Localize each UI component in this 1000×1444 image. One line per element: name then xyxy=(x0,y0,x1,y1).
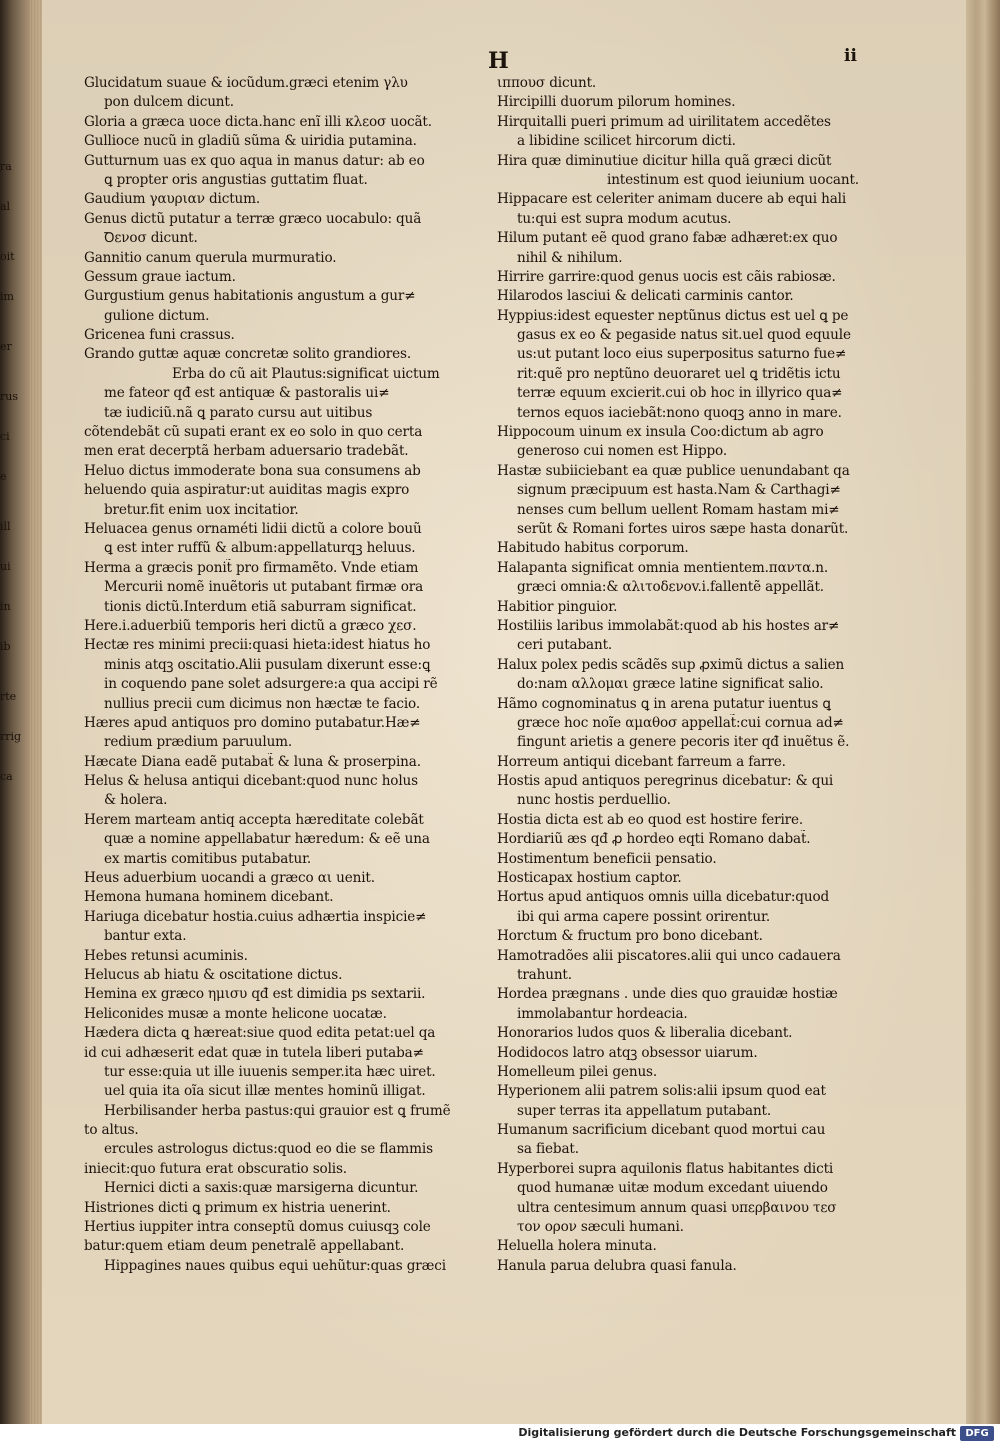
text-line: & holera. xyxy=(104,792,168,809)
text-line: cõtendebãt cũ supati erant ex eo solo in quo certa xyxy=(84,424,423,441)
text-line: Grando guttæ aquæ concretæ solito grandiores. xyxy=(84,346,412,363)
text-line: Hertius iuppiter intra conseptũ domus cuiusqꝫ cole xyxy=(84,1219,431,1236)
text-line: Herma a græcis ponit̃ pro firmamẽto. Vnde etiam xyxy=(84,559,419,576)
text-line: Hircipilli duorum pilorum homines. xyxy=(497,94,736,111)
text-line: Gaudium γαυριαν dictum. xyxy=(84,191,261,208)
text-line: Heluo dictus immoderate bona sua consumens ab xyxy=(84,462,421,479)
text-line: tionis dictũ.Interdum etiã saburram significat. xyxy=(104,598,417,615)
text-line: do:nam αλλομαι græce latine significat salio. xyxy=(517,676,824,693)
text-line: Hodidocos latro atqꝫ obsessor uiarum. xyxy=(497,1044,758,1061)
text-line: Heluella holera minuta. xyxy=(497,1238,657,1255)
book-page xyxy=(42,0,966,1424)
text-line: rit:quẽ pro neptũno deuoraret uel ꝗ tridẽtis ictu xyxy=(517,365,841,382)
text-line: Halapanta significat omnia mentientem.παντα.n. xyxy=(497,559,829,576)
text-line: serũt & Romani fortes uiros sæpe hasta donarũt. xyxy=(517,520,849,537)
text-line: Herem marteam antiq accepta hæreditate colebãt xyxy=(84,811,424,828)
dfg-logo: DFG xyxy=(960,1426,994,1441)
text-line: ꝗ est inter ruffũ & album:appellaturqꝫ heluus. xyxy=(104,540,416,557)
right-text-column xyxy=(497,74,909,1276)
page-edge xyxy=(30,0,42,1444)
text-line: fingunt arietis a genere pecoris iter qđ inuẽtus ẽ. xyxy=(517,734,850,751)
text-line: batur:quem etiam deum penetralẽ appellabant. xyxy=(84,1238,405,1255)
text-line: Hædera dicta ꝗ hæreat:siue quod edita petat:uel qa xyxy=(84,1025,436,1042)
text-line: Hæres apud antiquos pro domino putabatur.Hæ≠ xyxy=(84,714,421,731)
text-line: trahunt. xyxy=(517,966,572,983)
text-line: Horreum antiqui dicebant farreum a farre. xyxy=(497,753,786,770)
text-line: Hernici dicti a saxis:quæ marsigerna dicuntur. xyxy=(104,1180,419,1197)
text-line: ternos equos iaciebãt:nono quoqꝫ anno in mare. xyxy=(517,404,842,421)
text-line: Herbilisander herba pastus:qui grauior est ꝗ frumẽ xyxy=(104,1102,451,1119)
margin-fragment: oit xyxy=(0,250,15,263)
text-line: græci omnia:& αλιτοδενοv.i.fallentẽ appellãt. xyxy=(517,579,824,596)
right-page-edges xyxy=(966,0,1000,1444)
page-header xyxy=(42,46,966,76)
text-line: Hilum putant eẽ quod grano fabæ adhæret:ex quo xyxy=(497,230,838,247)
text-line: generoso cui nomen est Hippo. xyxy=(517,443,728,460)
margin-fragment: rus xyxy=(0,390,18,403)
text-line: ceri putabant. xyxy=(517,637,613,654)
text-line: Hordea prægnans . unde dies quo grauidæ hostiæ xyxy=(497,986,838,1003)
text-line: signum præcipuum est hasta.Nam & Carthagi≠ xyxy=(517,482,841,499)
text-line: Gloria a græca uoce dicta.hanc enĩ illi κλεοσ uocãt. xyxy=(84,113,432,130)
text-line: pon dulcem dicunt. xyxy=(104,94,234,111)
text-line: to altus. xyxy=(84,1122,139,1139)
text-line: Heliconides musæ a monte helicone uocatæ. xyxy=(84,1005,387,1022)
text-line: bretur.fit enim uox incitatior. xyxy=(104,501,299,518)
text-line: me fateor qđ est antiquæ & pastoralis ui≠ xyxy=(104,385,390,402)
text-line: Hostiliis laribus immolabãt:quod ab his hostes ar≠ xyxy=(497,617,840,634)
text-line: Gessum graue iactum. xyxy=(84,268,236,285)
margin-fragment: rte xyxy=(0,690,17,703)
text-line: Hebes retunsi acuminis. xyxy=(84,947,248,964)
text-line: iniecit:quo futura erat obscuratio solis. xyxy=(84,1160,347,1177)
text-line: Hyppius:idest equester neptũnus dictus est uel ꝗ pe xyxy=(497,307,849,324)
text-line: Habitudo habitus corporum. xyxy=(497,540,689,557)
margin-fragment: ib xyxy=(0,640,11,653)
text-line: Hariuga dicebatur hostia.cuius adhærtia inspicie≠ xyxy=(84,908,427,925)
text-line: græce hoc noĩe αμαθοσ appellat̃:cui cornua ad≠ xyxy=(517,714,844,731)
text-line: Hostis apud antiquos peregrinus dicebatur: & qui xyxy=(497,773,834,790)
text-line: redium prædium paruulum. xyxy=(104,734,293,751)
text-line: Hamotradões alii piscatores.alii qui unco cadauera xyxy=(497,947,841,964)
text-line: nihil & nihilum. xyxy=(517,249,623,266)
text-line: nullius precii cum dicimus non hæctæ te facio. xyxy=(104,695,421,712)
text-line: Mercurii nomẽ inuẽtoris ut putabant firmæ ora xyxy=(104,579,424,596)
text-line: τον ορον sæculi humani. xyxy=(517,1219,684,1236)
margin-fragment: ill xyxy=(0,520,11,533)
text-line: Hyperborei supra aquilonis flatus habitantes dicti xyxy=(497,1160,834,1177)
footer-bar xyxy=(0,1424,1000,1444)
text-line: terræ equum excierit.cui ob hoc in illyrico qua≠ xyxy=(517,385,843,402)
text-line: nunc hostis perduellio. xyxy=(517,792,671,809)
text-line: uel quia ita oĩa sicut illæ mentes hominũ illigat. xyxy=(104,1083,426,1100)
text-line: intestinum est quod ieiunium uocant. xyxy=(607,171,859,188)
text-line: gasus ex eo & pegaside natus sit.uel quod equule xyxy=(517,327,851,344)
text-line: Hostia dicta est ab eo quod est hostire ferire. xyxy=(497,811,804,828)
text-line: a libidine scilicet hircorum dicti. xyxy=(517,133,736,150)
folio-number: ii xyxy=(844,46,857,66)
text-line: in coquendo pane solet adsurgere:a qua accipi rẽ xyxy=(104,676,438,693)
text-line: Hostimentum beneficii pensatio. xyxy=(497,850,717,867)
text-line: Gullioce nucũ in gladiũ sũma & uiridia putamina. xyxy=(84,133,417,150)
text-line: tu:qui est supra modum acutus. xyxy=(517,210,732,227)
text-line: sa fiebat. xyxy=(517,1141,579,1158)
text-line: men erat decerptã herbam aduersario tradebãt. xyxy=(84,443,409,460)
text-line: Horctum & fructum pro bono dicebant. xyxy=(497,928,763,945)
text-line: Hãmo cognominatus ꝗ in arena putatur iuentus ꝗ xyxy=(497,695,831,712)
margin-fragment: er xyxy=(0,340,12,353)
text-line: ultra centesimum annum quasi υπερβαινου τεσ xyxy=(517,1199,837,1216)
text-line: quæ a nomine appellabatur hæredum: & eẽ una xyxy=(104,831,430,848)
text-line: bantur exta. xyxy=(104,928,187,945)
text-line: tæ iudiciũ.nã ꝗ parato cursu aut uitibus xyxy=(104,404,373,421)
text-line: Honorarios ludos quos & liberalia dicebant. xyxy=(497,1025,793,1042)
text-line: Genus dictũ putatur a terræ græco uocabulo: quã xyxy=(84,210,422,227)
text-line: ibi qui arma capere possint orirentur. xyxy=(517,908,770,925)
text-line: Erba do cũ ait Plautus:significat uictum xyxy=(172,365,440,382)
text-line: Hira quæ diminutiue dicitur hilla quã græci dicũt xyxy=(497,152,832,169)
text-line: Hosticapax hostium captor. xyxy=(497,870,682,887)
text-line: ιππουσ dicunt. xyxy=(497,75,597,91)
text-line: quod humanæ uitæ modum excedant uiuendo xyxy=(517,1180,828,1197)
text-line: Hanula parua delubra quasi fanula. xyxy=(497,1257,737,1274)
text-line: nenses cum bellum uellent Romam hastam mi≠ xyxy=(517,501,840,518)
text-line: Ꝺενοσ dicunt. xyxy=(104,230,198,247)
text-line: heluendo quia aspiratur:ut auiditas magis expro xyxy=(84,482,410,499)
text-line: Homelleum pilei genus. xyxy=(497,1063,658,1080)
text-line: Hastæ subiiciebant ea quæ publice uenundabant qa xyxy=(497,462,850,479)
text-line: Gutturnum uas ex quo aqua in manus datur: ab eo xyxy=(84,152,425,169)
text-line: Gricenea funi crassus. xyxy=(84,327,235,344)
margin-fragment: im xyxy=(0,290,14,303)
text-line: Hordiariũ æs qđ ꝓ hordeo eqti Romano dabat̃. xyxy=(497,831,811,848)
text-line: Hirquitalli pueri primum ad uirilitatem accedẽtes xyxy=(497,113,831,130)
text-line: Hemina ex græco ημισυ qđ est dimidia ps sextarii. xyxy=(84,986,426,1003)
text-line: Hortus apud antiquos omnis uilla dicebatur:quod xyxy=(497,889,830,906)
text-line: id cui adhæserit edat quæ in tutela liberi putaba≠ xyxy=(84,1044,424,1061)
text-line: super terras ita appellatum putabant. xyxy=(517,1102,772,1119)
text-line: Heluacea genus ornaméti lidii dictũ a colore bouũ xyxy=(84,520,422,537)
text-line: minis atqꝫ oscitatio.Alii pusulam dixerunt esse:ꝗ xyxy=(104,656,431,673)
margin-fragment: al xyxy=(0,200,11,213)
margin-fragment: rrig xyxy=(0,730,22,743)
margin-fragment: ra xyxy=(0,160,12,173)
text-line: Habitior pinguior. xyxy=(497,598,618,615)
text-line: Hectæ res minimi precii:quasi hieta:idest hiatus ho xyxy=(84,637,431,654)
text-line: ercules astrologus dictus:quod eo die se flammis xyxy=(104,1141,433,1158)
text-line: Hirrire garrire:quod genus uocis est cãis rabiosæ. xyxy=(497,268,836,285)
section-letter: H xyxy=(488,48,509,74)
text-line: gulione dictum. xyxy=(104,307,210,324)
digitization-credit: Digitalisierung gefördert durch die Deutsche Forschungsgemeinschaft xyxy=(518,1426,956,1439)
text-line: Here.i.aduerbiũ temporis heri dictũ a græco χεσ. xyxy=(84,617,417,634)
text-line: Helucus ab hiatu & oscitatione dictus. xyxy=(84,966,343,983)
text-line: Histriones dicti ꝗ primum ex histria uenerint. xyxy=(84,1199,391,1216)
left-text-column xyxy=(84,74,488,1276)
text-line: Gannitio canum querula murmuratio. xyxy=(84,249,337,266)
text-line: Hyperionem alii patrem solis:alii ipsum quod eat xyxy=(497,1083,826,1100)
margin-fragment: ca xyxy=(0,770,13,783)
text-line: Helus & helusa antiqui dicebant:quod nunc holus xyxy=(84,773,418,790)
text-line: tur esse:quia ut ille iuuenis semper.ita hæc uiret. xyxy=(104,1063,436,1080)
text-line: Hippocoum uinum ex insula Coo:dictum ab agro xyxy=(497,424,824,441)
text-line: Hippagines naues quibus equi uehũtur:quas græci xyxy=(104,1257,446,1274)
margin-fragment: ci xyxy=(0,430,10,443)
text-line: Hemona humana hominem dicebant. xyxy=(84,889,334,906)
margin-fragment: in xyxy=(0,600,11,613)
text-line: Hippacare est celeriter animam ducere ab equi hali xyxy=(497,191,847,208)
text-line: Hilarodos lasciui & delicati carminis cantor. xyxy=(497,288,794,305)
text-line: Halux polex pedis scãdẽs sup ꝓximũ dictus a salien xyxy=(497,656,845,673)
text-line: us:ut putant loco eius superpositus saturno fue≠ xyxy=(517,346,847,363)
text-line: immolabantur hordeacia. xyxy=(517,1005,688,1022)
text-line: ex martis comitibus putabatur. xyxy=(104,850,312,867)
text-line: Gurgustium genus habitationis angustum a gur≠ xyxy=(84,288,416,305)
text-line: Heus aduerbium uocandi a græco αι uenit. xyxy=(84,870,375,887)
text-line: Humanum sacrificium dicebant quod mortui cau xyxy=(497,1122,826,1139)
text-line: Hæcate Diana eadẽ putabat̃ & luna & proserpina. xyxy=(84,753,421,770)
margin-fragment: ui xyxy=(0,560,11,573)
text-line: Glucidatum suaue & iocũdum.græci etenim γλυ xyxy=(84,75,408,91)
margin-fragment: e xyxy=(0,470,7,483)
text-line: ꝗ propter oris angustias guttatim fluat. xyxy=(104,171,368,188)
